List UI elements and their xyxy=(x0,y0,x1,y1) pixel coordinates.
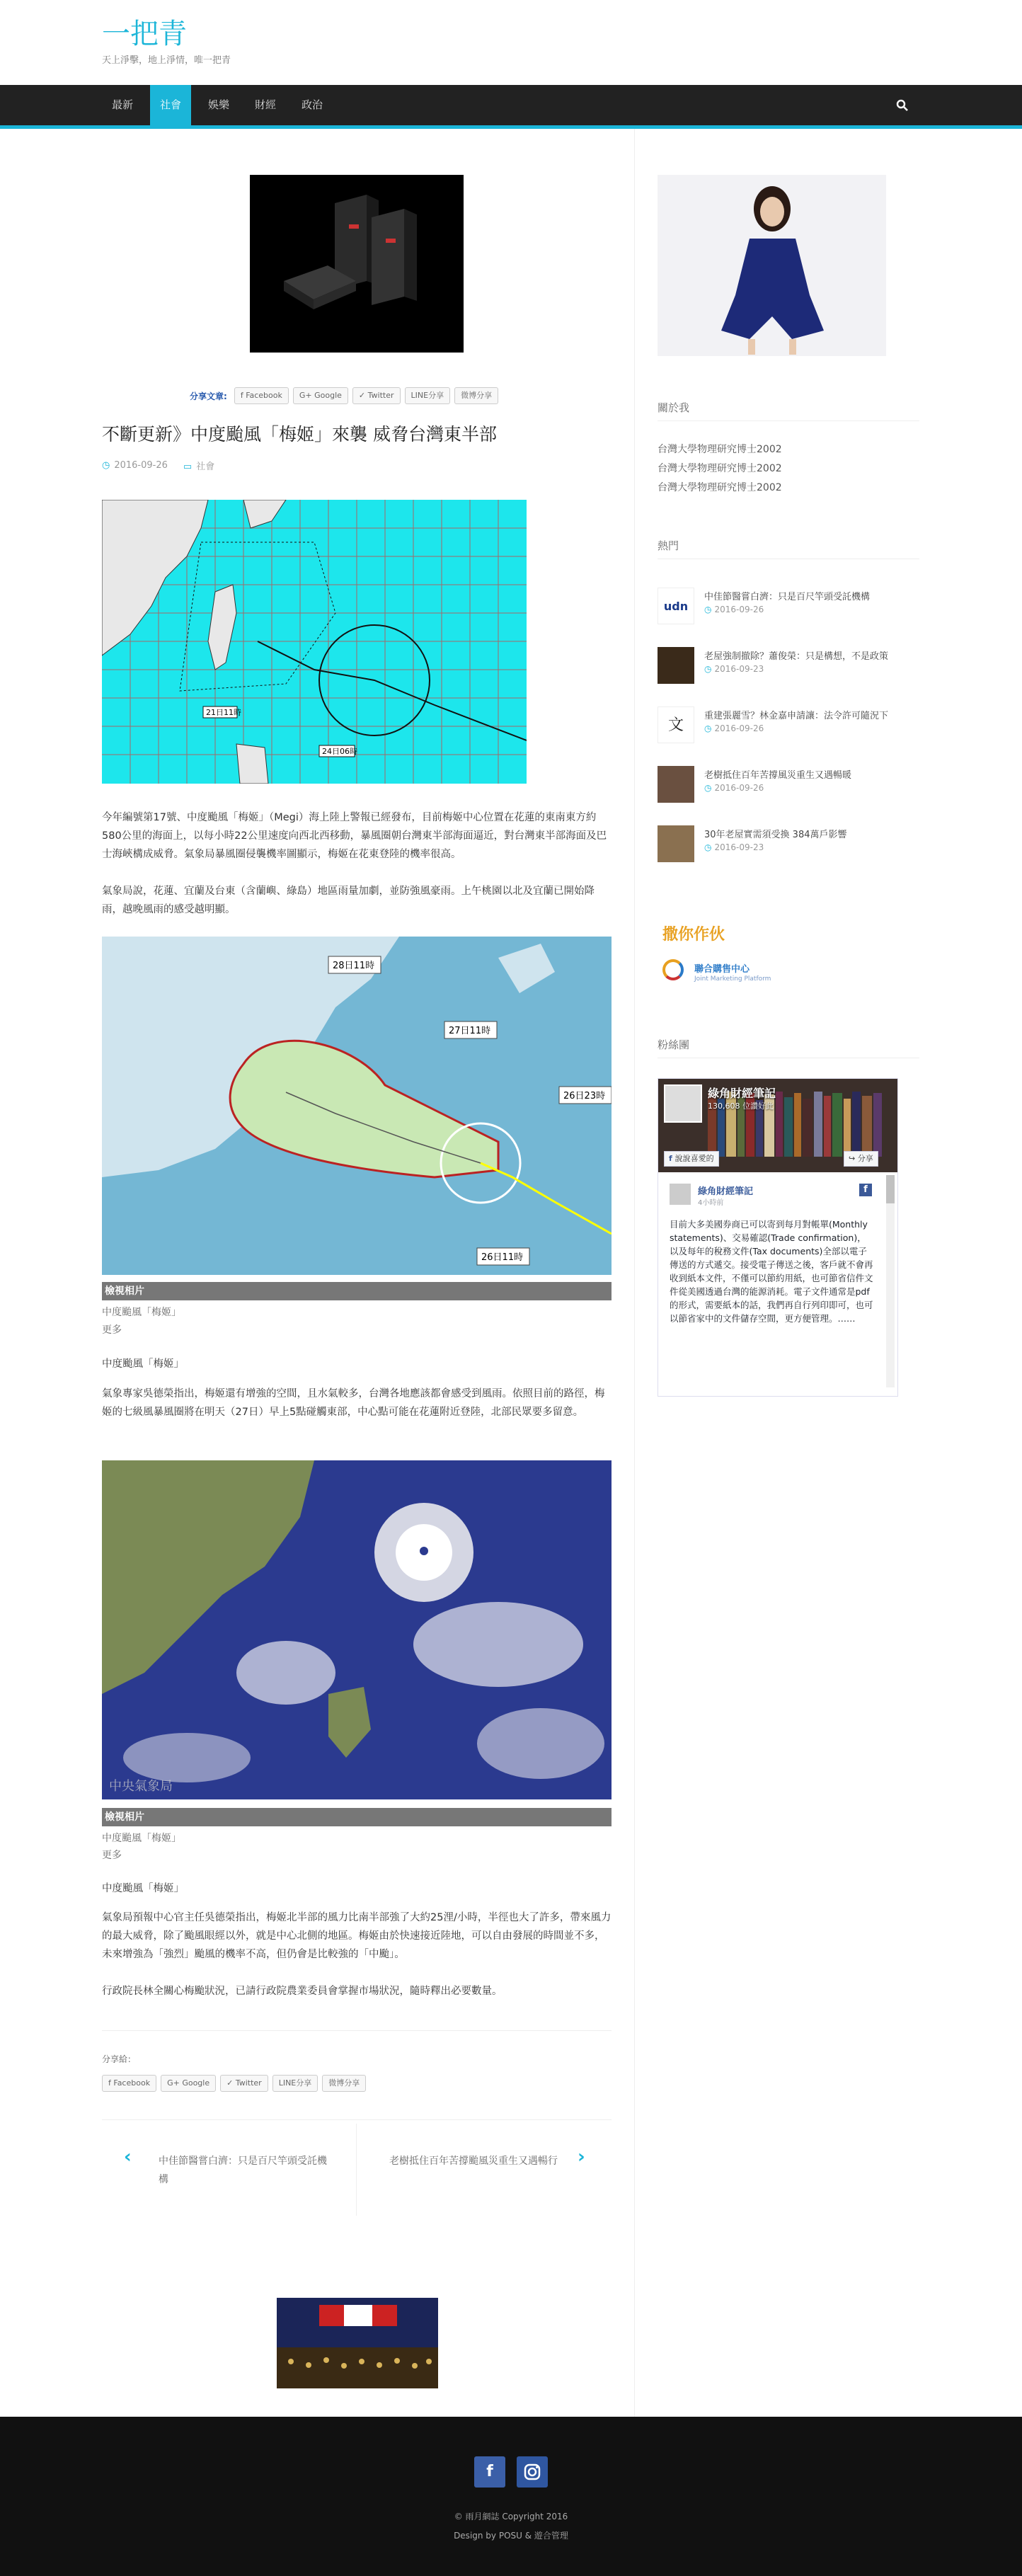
typhoon-warning-map xyxy=(102,500,527,784)
paragraph-1: 今年編號第17號、中度颱風「梅姬」（Megi）海上陸上警報已經發布，目前梅姬中心位置在花蓮的東南東方約580公里的海面上，以每小時22公里速度向西北西移動，暴風圈朝台灣東半部海面逼近，對台灣東半部海面及巴士海峽構成威脅。氣象局暴風圈侵襲機率圖顯示，梅姬在花東登陸的機率很高。 xyxy=(102,812,607,860)
facebook-logo-icon: f xyxy=(859,1184,872,1196)
typhoon-track-forecast-image[interactable] xyxy=(102,937,612,1275)
hot-item-date: 2016-09-26 xyxy=(714,783,764,793)
fb-scrollbar-thumb[interactable] xyxy=(886,1175,895,1203)
share-arrow-icon: ↪ xyxy=(849,1154,858,1163)
prev-post-link[interactable]: 中佳節醫嘗白濟：只是百尺竿頭受託機構 xyxy=(159,2156,327,2185)
paragraph-4: 氣象局預報中心官主任吳德榮指出，梅姬北半部的風力比南半部強了大約25浬/小時，半徑也大了許多，帶來風力的最大威脅，除了颱風眼經以外，就是中心北側的地區。梅姬由於快速接近陸地，可以自由發展的時間並不多，未來增強為「強烈」颱風的機率不高，但仍會是比較強的「中颱」。 xyxy=(102,1912,612,1960)
main-navbar xyxy=(0,85,1022,129)
column-divider xyxy=(634,129,635,2417)
hot-item[interactable] xyxy=(658,825,919,868)
about-link-3[interactable]: 台灣大學物理研究博士2002 xyxy=(658,482,782,493)
hot-item-title[interactable]: 中佳節醫嘗白濟：只是百尺竿頭受託機構 xyxy=(704,592,871,602)
nav-item-finance[interactable]: 財經 xyxy=(254,98,276,111)
instagram-icon xyxy=(517,2456,548,2488)
post-date: 2016-09-26 xyxy=(114,460,168,471)
ad-logo-2-main[interactable]: 聯合購售中心 xyxy=(694,964,750,975)
clock-icon: ◷ xyxy=(704,723,712,733)
paragraph-2: 氣象局說，花蓮、宜蘭及台東（含蘭嶼、綠島）地區雨量加劇，並防強風豪雨。上午桃園以北及宜蘭已開始降雨，越晚風雨的感受越明顯。 xyxy=(102,886,595,915)
share-twitter-label: Twitter xyxy=(235,2078,262,2088)
nav-item-entertainment[interactable]: 娛樂 xyxy=(207,98,229,111)
share-facebook-label: Facebook xyxy=(113,2078,151,2088)
search-icon[interactable] xyxy=(894,97,911,114)
facebook-icon: f xyxy=(240,391,246,400)
hot-item-date: 2016-09-26 xyxy=(714,723,764,733)
share-line-button[interactable]: LINE分享 xyxy=(405,387,451,404)
folder-icon: ▭ xyxy=(183,462,193,472)
post-title: 不斷更新》中度颱風「梅姬」來襲 威脅台灣東半部 xyxy=(102,424,497,445)
share-facebook-button-bottom[interactable] xyxy=(102,2075,156,2092)
facebook-social-button[interactable] xyxy=(474,2456,505,2488)
share-twitter-label: Twitter xyxy=(367,391,394,400)
about-link-1[interactable]: 台灣大學物理研究博士2002 xyxy=(658,444,782,455)
share-twitter-button-bottom[interactable] xyxy=(220,2075,268,2092)
chevron-right-icon[interactable]: › xyxy=(578,2146,585,2168)
map-label-24: 24日06時 xyxy=(322,747,357,756)
fb-page-name[interactable]: 綠角財經筆記 xyxy=(708,1087,776,1100)
typhoon-map-graphic xyxy=(102,500,527,784)
concert-ad-graphic xyxy=(277,2298,438,2388)
share-row-top xyxy=(190,387,498,405)
track-forecast-graphic xyxy=(102,937,612,1275)
photo-caption-1: 中度颱風「梅姬」 xyxy=(102,1307,181,1318)
share-line-button-bottom[interactable]: LINE分享 xyxy=(272,2075,318,2092)
hot-item-title[interactable]: 老樹抵住百年苦撐風災重生又遇暢暖 xyxy=(704,770,852,781)
hot-widget-title: 熱門 xyxy=(658,539,679,552)
view-photo-bar-2[interactable]: 檢視相片 xyxy=(102,1808,612,1826)
hot-item-title[interactable]: 重建張麗雪？林金嘉申請讓：法令許可隨況下 xyxy=(704,711,889,721)
clock-icon: ◷ xyxy=(704,783,712,793)
share-label: 分享文章: xyxy=(190,391,227,401)
hot-item-date: 2016-09-26 xyxy=(714,605,764,614)
track-label-26-23: 26日23時 xyxy=(563,1091,606,1101)
clock-icon: ◷ xyxy=(704,605,712,614)
satellite-graphic xyxy=(102,1460,612,1799)
share-weibo-button-bottom[interactable]: 微博分享 xyxy=(322,2075,366,2092)
facebook-page-widget xyxy=(658,1078,898,1397)
fb-post-avatar xyxy=(670,1184,691,1205)
ad-banner-ups[interactable] xyxy=(250,175,464,353)
map-label-21: 21日11時 xyxy=(206,708,241,717)
hot-thumb-person xyxy=(658,647,694,684)
chevron-left-icon[interactable]: ‹ xyxy=(124,2146,132,2168)
share-twitter-button[interactable] xyxy=(352,387,401,404)
fb-like-label: 說說喜愛的 xyxy=(674,1154,714,1163)
subheading-1: 中度颱風「梅姬」 xyxy=(102,1358,184,1370)
fb-page-avatar[interactable] xyxy=(664,1084,702,1123)
share-weibo-button[interactable]: 微博分享 xyxy=(454,387,498,404)
fb-share-button[interactable] xyxy=(844,1151,878,1167)
post-nav-divider xyxy=(356,2124,357,2216)
facebook-icon: f xyxy=(486,2463,493,2480)
hot-item-date: 2016-09-23 xyxy=(714,842,764,852)
hot-item-title[interactable]: 老屋強制撤除？蕭俊榮：只是構想，不是政策 xyxy=(704,651,889,662)
hot-item[interactable] xyxy=(658,706,919,749)
share-label-bottom: 分享給： xyxy=(102,2054,137,2064)
ad-logo-1[interactable]: 撒你作伙 xyxy=(662,925,725,944)
site-footer xyxy=(0,2417,1022,2576)
content-divider xyxy=(102,2030,612,2031)
track-label-26-11: 26日11時 xyxy=(481,1252,524,1263)
satellite-watermark: 中央氣象局 xyxy=(109,1779,173,1794)
subheading-2: 中度颱風「梅姬」 xyxy=(102,1883,184,1894)
footer-design-credit: Design by POSU & 遊合管理 xyxy=(454,2531,568,2541)
track-label-28: 28日11時 xyxy=(333,961,375,971)
satellite-image[interactable] xyxy=(102,1460,612,1799)
ups-product-image xyxy=(250,175,464,353)
hot-item-title[interactable]: 30年老屋實需須受換 384萬戶影響 xyxy=(704,830,847,840)
fb-cover-image xyxy=(658,1079,898,1172)
fb-likes-count: 130,608 位讚好此 xyxy=(708,1101,774,1111)
paragraph-3: 氣象專家吳德榮指出，梅姬還有增強的空間，且水氣較多，台灣各地應該都會感受到風雨。依照目前的路徑，梅姬的七級風暴風圈將在明天（27日）早上5點碰觸東部，中心點可能在花蓮附近登陸，北部民眾要多留意。 xyxy=(102,1388,605,1418)
share-google-label: Google xyxy=(314,391,342,400)
fb-like-page-button[interactable] xyxy=(664,1151,719,1167)
nav-item-society[interactable]: 社會 xyxy=(150,85,191,125)
clock-icon: ◷ xyxy=(102,460,110,471)
twitter-icon: ✓ xyxy=(226,2078,236,2088)
hot-item-date: 2016-09-23 xyxy=(714,664,764,674)
twitter-icon: ✓ xyxy=(358,391,368,400)
fb-post-text: 目前大多美國券商已可以寄到每月對帳單(Monthly statements)、交易確認(Trade confirmation)，以及每年的稅務文件(Tax documents)全部以電子傳送的方式遞交。接受電子傳送之後，客戶就不會再收到紙本文件，不僅可以節約用紙，也可節省信件文件從美國透過台灣的能源消耗。電子文件通常是pdf的形式，需要紙本的話，我們再自行列印即可，也可以節省家中的文件儲存空間，更方便管理。…… xyxy=(670,1219,873,1324)
google-plus-icon: G+ xyxy=(299,391,315,400)
hot-item[interactable] xyxy=(658,647,919,689)
sidebar-ad-portrait[interactable] xyxy=(658,175,886,356)
share-row-bottom xyxy=(102,2074,366,2093)
clock-icon: ◷ xyxy=(704,664,712,674)
nav-item-latest[interactable]: 最新 xyxy=(111,98,133,111)
share-google-button[interactable] xyxy=(293,387,348,404)
about-widget-title: 關於我 xyxy=(658,401,690,414)
ad-banner-bottom[interactable] xyxy=(277,2298,438,2388)
post-category-link[interactable]: 社會 xyxy=(196,462,215,472)
clock-icon: ◷ xyxy=(704,842,712,852)
paragraph-5: 行政院長林全關心梅颱狀況，已請行政院農業委員會掌握市場狀況，隨時釋出必要數量。 xyxy=(102,1986,503,1997)
facebook-icon: f xyxy=(669,1154,675,1163)
site-title[interactable]: 一把青 xyxy=(102,18,187,50)
post-meta xyxy=(102,459,214,472)
share-google-button-bottom[interactable] xyxy=(161,2075,216,2092)
photo-caption-2: 中度颱風「梅姬」 xyxy=(102,1833,181,1844)
view-photo-bar-1[interactable]: 檢視相片 xyxy=(102,1282,612,1300)
post-nav-top-divider xyxy=(102,2119,612,2120)
site-description: 天上淨擊，地上淨情，唯一把青 xyxy=(102,55,231,66)
fb-post-time: 4小時前 xyxy=(698,1199,724,1207)
google-plus-icon: G+ xyxy=(167,2078,183,2088)
more-link-2[interactable]: 更多 xyxy=(102,1850,122,1861)
hot-thumb-udn: udn xyxy=(658,588,694,624)
about-link-2[interactable]: 台灣大學物理研究博士2002 xyxy=(658,463,782,474)
share-google-label: Google xyxy=(182,2078,210,2088)
ad-logo-2-sub: Joint Marketing Platform xyxy=(694,975,771,983)
hot-item[interactable] xyxy=(658,766,919,808)
fans-widget-title: 粉絲團 xyxy=(658,1038,690,1051)
track-label-27: 27日11時 xyxy=(449,1026,491,1036)
hot-item[interactable] xyxy=(658,588,919,630)
hot-thumb-street xyxy=(658,825,694,862)
fb-scrollbar[interactable] xyxy=(886,1175,895,1387)
more-link-1[interactable]: 更多 xyxy=(102,1324,122,1336)
nav-item-politics[interactable]: 政治 xyxy=(301,98,323,111)
footer-copyright: © 雨月網誌 Copyright 2016 xyxy=(454,2512,568,2521)
facebook-icon: f xyxy=(108,2078,114,2088)
instagram-social-button[interactable] xyxy=(517,2456,548,2488)
about-widget-line xyxy=(658,420,919,421)
share-facebook-button[interactable] xyxy=(234,387,289,404)
hot-thumb-building xyxy=(658,766,694,803)
fb-share-label: 分享 xyxy=(857,1154,873,1163)
fb-post-author[interactable]: 綠角財經筆記 xyxy=(698,1186,754,1197)
portrait-graphic xyxy=(658,175,886,356)
hot-thumb-calligraphy: 文 xyxy=(658,706,694,743)
joint-marketing-logo-icon xyxy=(662,959,684,980)
next-post-link[interactable]: 老樹抵住百年苦撐颱風災重生又遇暢行 xyxy=(389,2156,558,2167)
share-facebook-label: Facebook xyxy=(246,391,282,400)
